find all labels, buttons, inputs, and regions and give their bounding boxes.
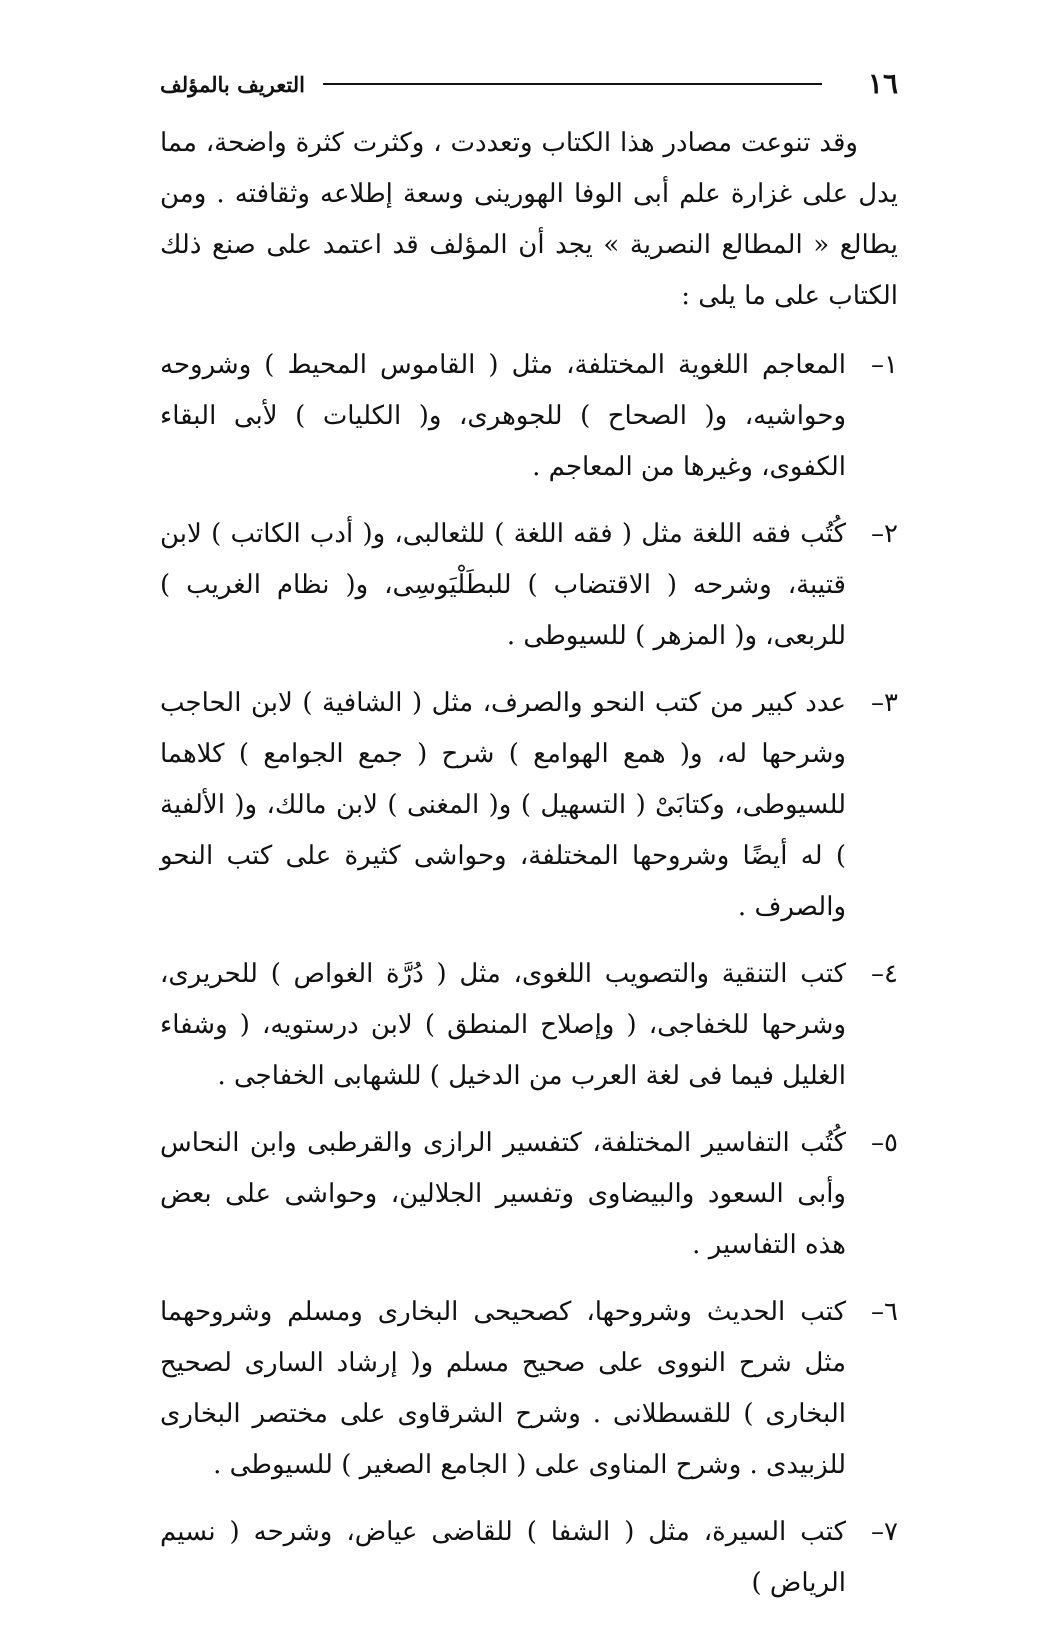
list-item-number: ٢–: [871, 519, 898, 549]
header-rule: [323, 83, 822, 85]
list-item-number: ٧–: [871, 1517, 898, 1547]
list-item: [160, 509, 898, 662]
list-item: [160, 678, 898, 933]
page-body: [160, 118, 898, 1625]
list-item-number: ١–: [871, 350, 898, 380]
page-header: [160, 62, 898, 106]
sources-list: [160, 340, 898, 1609]
list-item-text: كتب السيرة، مثل ( الشفا ) للقاضى عياض، وشرحه ( نسيم الرياض ): [160, 1517, 846, 1598]
list-item: [160, 1287, 898, 1491]
intro-paragraph: وقد تنوعت مصادر هذا الكتاب وتعددت ، وكثرت كثرة واضحة، مما يدل على غزارة علم أبى الوفا الهورينى وسعة إطلاعه وثقافته . ومن يطالع « المطالع النصرية » يجد أن المؤلف قد اعتمد على صنع ذلك الكتاب على ما يلى :: [160, 128, 898, 311]
list-item: [160, 1118, 898, 1271]
list-item-text: كُتُب فقه اللغة مثل ( فقه اللغة ) للثعالبى، و( أدب الكاتب ) لابن قتيبة، وشرحه ( الاقتضاب ) للبطَلْيَوسِى، و( نظام الغريب ) للربعى، و( المزهر ) للسيوطى .: [160, 519, 846, 651]
list-item-text: عدد كبير من كتب النحو والصرف، مثل ( الشافية ) لابن الحاجب وشرحها له، و( همع الهوامع ) شرح ( جمع الجوامع ) كلاهما للسيوطى، وكتابَىْ ( التسهيل ) و( المغنى ) لابن مالك، و( الألفية ) له أيضًا وشروحها المختلفة، وحواشى كثيرة على كتب النحو والصرف .: [160, 688, 846, 922]
list-item-text: كُتُب التفاسير المختلفة، كتفسير الرازى والقرطبى وابن النحاس وأبى السعود والبيضاوى وتفسير الجلالين، وحواشى على بعض هذه التفاسير .: [160, 1128, 846, 1260]
running-title: التعريف بالمؤلف: [160, 71, 305, 97]
page-number: ١٦: [867, 67, 898, 100]
list-item-text: كتب الحديث وشروحها، كصحيحى البخارى ومسلم وشروحهما مثل شرح النووى على صحيح مسلم و( إرشاد السارى لصحيح البخارى ) للقسطلانى . وشرح الشرقاوى على مختصر البخارى للزبيدى . وشرح المناوى على ( الجامع الصغير ) للسيوطى .: [160, 1297, 846, 1480]
list-item: [160, 340, 898, 493]
list-item: [160, 1507, 898, 1609]
list-item: [160, 949, 898, 1102]
list-item-number: ٦–: [871, 1297, 898, 1327]
list-item-text: كتب التنقية والتصويب اللغوى، مثل ( دُرَّة الغواص ) للحريرى، وشرحها للخفاجى، ( وإصلاح المنطق ) لابن درستويه، ( وشفاء الغليل فيما فى لغة العرب من الدخيل ) للشهابى الخفاجى .: [160, 959, 846, 1091]
list-item-number: ٣–: [871, 688, 898, 718]
list-item-text: المعاجم اللغوية المختلفة، مثل ( القاموس المحيط ) وشروحه وحواشيه، و( الصحاح ) للجوهرى، و( الكليات ) لأبى البقاء الكفوى، وغيرها من المعاجم .: [160, 350, 846, 482]
list-item-number: ٤–: [871, 959, 898, 989]
list-item-number: ٥–: [871, 1128, 898, 1158]
